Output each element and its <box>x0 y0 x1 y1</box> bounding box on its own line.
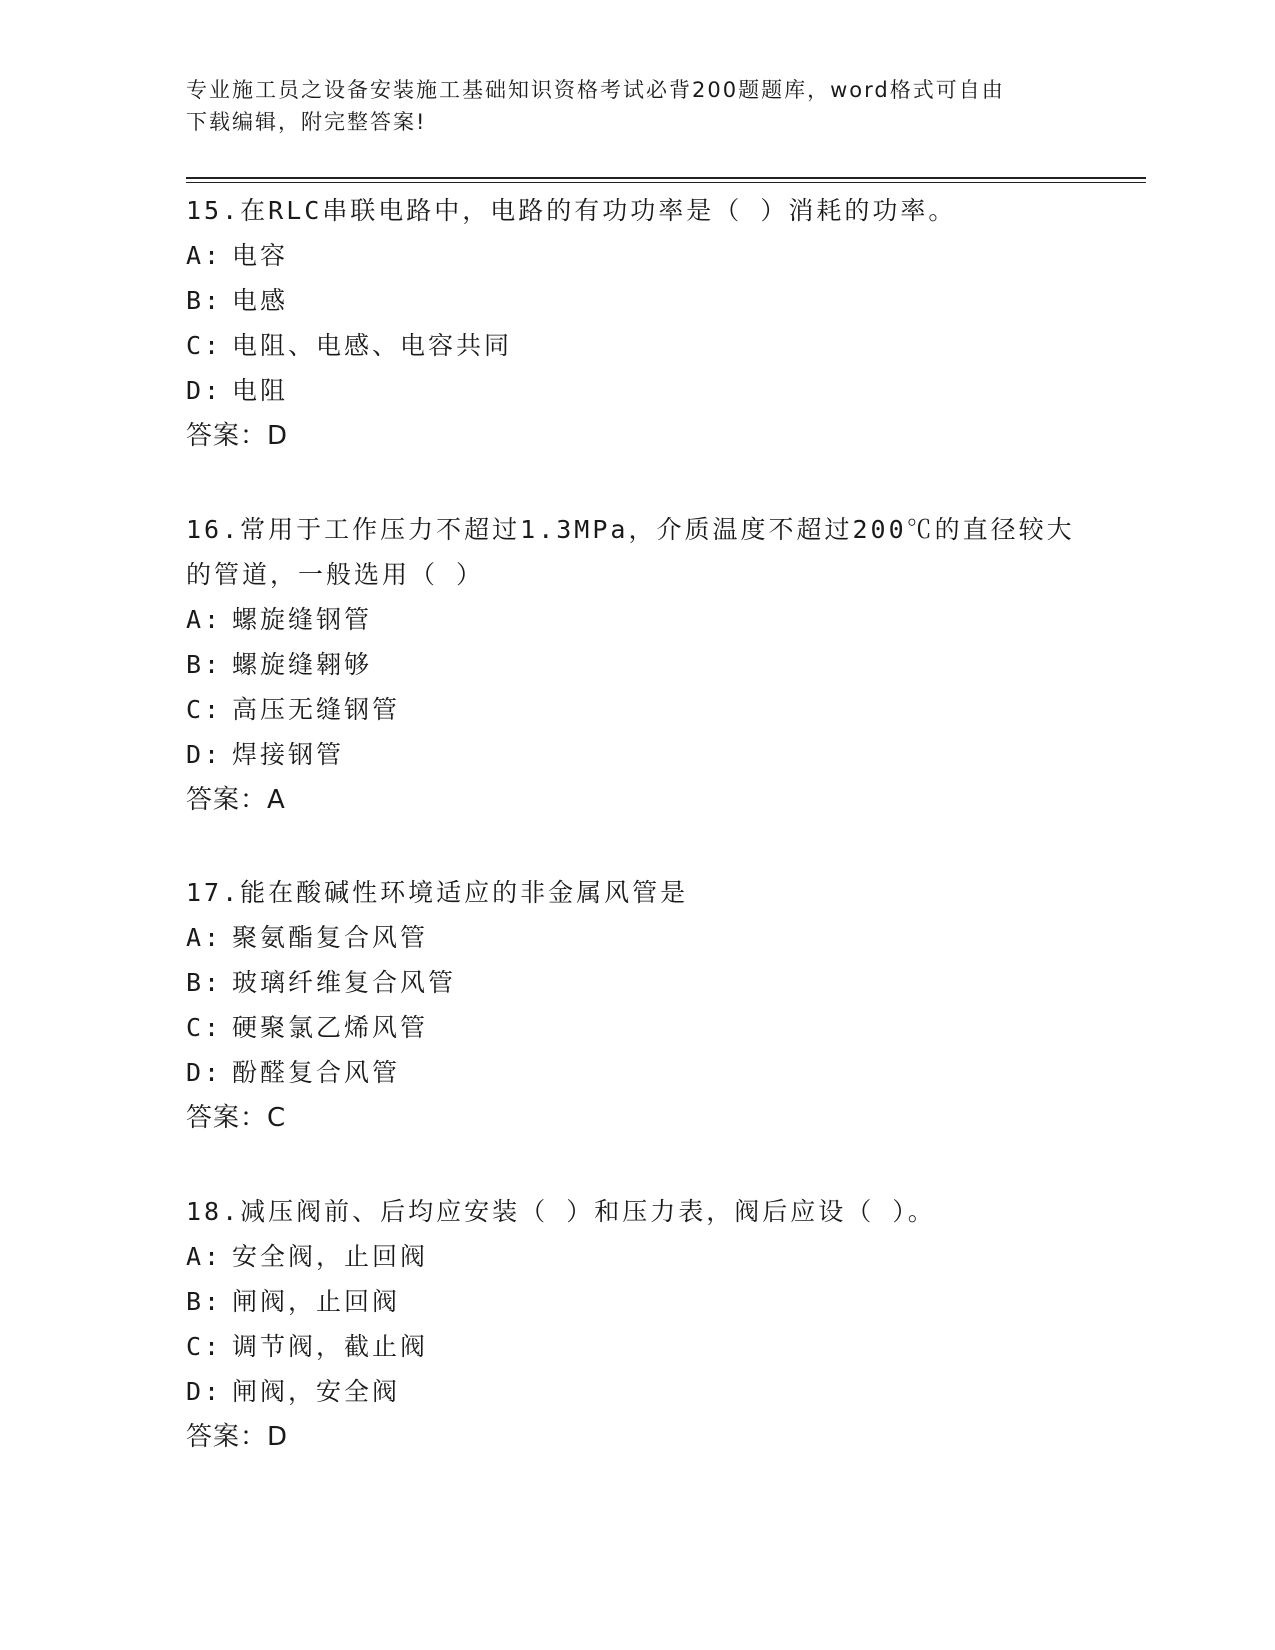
option-text: 玻璃纤维复合风管 <box>232 968 457 997</box>
option-letter: B: <box>186 968 223 997</box>
option-letter: A: <box>186 605 223 634</box>
option-text: 电阻 <box>232 376 289 405</box>
option-text: 安全阀，止回阀 <box>232 1242 429 1271</box>
option-b <box>186 1279 1086 1324</box>
answer-line: 答案：D <box>186 1422 289 1452</box>
option-text: 闸阀，安全阀 <box>232 1377 401 1406</box>
option-letter: C: <box>186 1332 223 1361</box>
option-text: 螺旋缝钢管 <box>232 605 373 634</box>
option-d <box>186 368 1086 413</box>
question-stem: 18.减压阀前、后均应安装（ ）和压力表，阀后应设（ ）。 <box>186 1197 936 1226</box>
option-letter: D: <box>186 1377 223 1406</box>
question-stem: 15.在RLC串联电路中，电路的有功功率是（ ）消耗的功率。 <box>186 196 957 225</box>
option-letter: C: <box>186 695 223 724</box>
option-text: 电感 <box>232 286 289 315</box>
option-text: 硬聚氯乙烯风管 <box>232 1013 429 1042</box>
option-c <box>186 323 1086 368</box>
option-text: 螺旋缝翱够 <box>232 650 373 679</box>
option-letter: A: <box>186 1242 223 1271</box>
question-17 <box>186 870 1086 1141</box>
option-text: 调节阀，截止阀 <box>232 1332 429 1361</box>
option-a <box>186 915 1086 960</box>
option-letter: B: <box>186 286 223 315</box>
document-header <box>186 74 1086 138</box>
option-text: 酚醛复合风管 <box>232 1058 401 1087</box>
question-stem: 17.能在酸碱性环境适应的非金属风管是 <box>186 878 689 907</box>
header-divider-thin <box>186 182 1146 183</box>
option-text: 聚氨酯复合风管 <box>232 923 429 952</box>
header-line-2: 下载编辑，附完整答案! <box>186 110 427 134</box>
question-stem: 16.常用于工作压力不超过1.3MPa，介质温度不超过200℃的直径较大的管道，一般选用（ ） <box>186 515 1075 589</box>
option-b <box>186 642 1086 687</box>
option-c <box>186 687 1086 732</box>
option-text: 电阻、电感、电容共同 <box>232 331 513 360</box>
question-16 <box>186 507 1086 823</box>
option-letter: C: <box>186 1013 223 1042</box>
option-a <box>186 597 1086 642</box>
option-a <box>186 1234 1086 1279</box>
option-d <box>186 732 1086 777</box>
option-letter: D: <box>186 1058 223 1087</box>
option-letter: B: <box>186 1287 223 1316</box>
option-b <box>186 960 1086 1005</box>
option-text: 闸阀，止回阀 <box>232 1287 401 1316</box>
header-line-1: 专业施工员之设备安装施工基础知识资格考试必背200题题库，word格式可自由 <box>186 78 1005 102</box>
option-b <box>186 278 1086 323</box>
option-letter: D: <box>186 376 223 405</box>
question-18 <box>186 1189 1086 1460</box>
option-d <box>186 1369 1086 1414</box>
option-text: 电容 <box>232 241 289 270</box>
option-c <box>186 1324 1086 1369</box>
answer-line: 答案：A <box>186 785 286 815</box>
option-d <box>186 1050 1086 1095</box>
option-c <box>186 1005 1086 1050</box>
option-text: 焊接钢管 <box>232 740 345 769</box>
option-letter: B: <box>186 650 223 679</box>
option-a <box>186 233 1086 278</box>
option-letter: A: <box>186 923 223 952</box>
answer-line: 答案：D <box>186 421 289 451</box>
option-letter: A: <box>186 241 223 270</box>
option-letter: C: <box>186 331 223 360</box>
option-letter: D: <box>186 740 223 769</box>
option-text: 高压无缝钢管 <box>232 695 401 724</box>
question-15 <box>186 188 1086 459</box>
header-divider-thick <box>186 177 1146 179</box>
answer-line: 答案：C <box>186 1103 287 1133</box>
